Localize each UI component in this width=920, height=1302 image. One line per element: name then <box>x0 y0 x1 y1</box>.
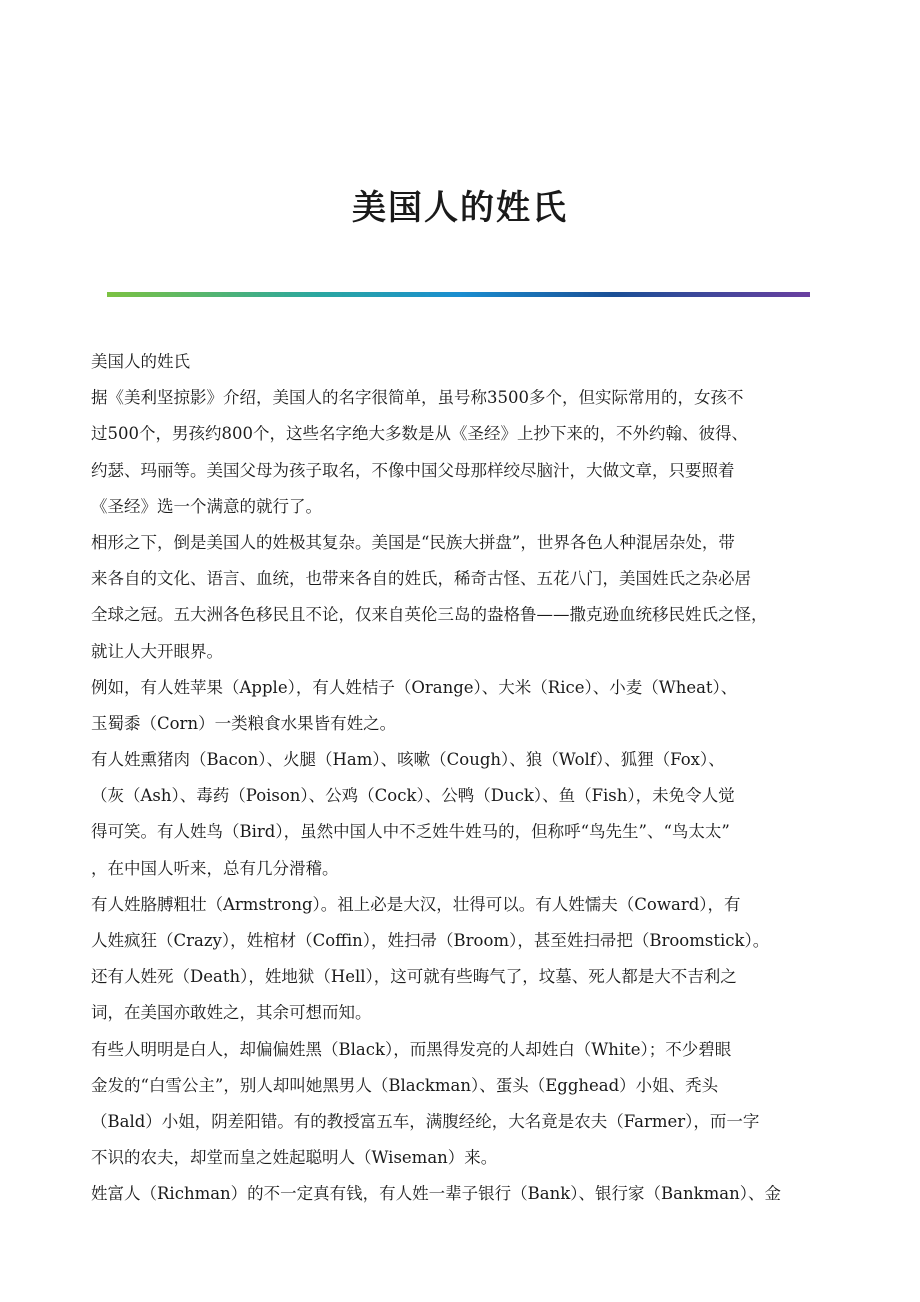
paragraph-line: （Bald）小姐，阴差阳错。有的教授富五车，满腹经纶，大名竟是农夫（Farmer），而一字 <box>91 1111 760 1131</box>
paragraph-line: 《圣经》选一个满意的就行了。 <box>91 496 322 516</box>
paragraph-line: 过500个，男孩约800个，这些名字绝大多数是从《圣经》上抄下来的，不外约翰、彼得、 <box>91 424 748 444</box>
paragraph-line: 来各自的文化、语言、血统，也带来各自的姓氏，稀奇古怪、五花八门，美国姓氏之杂必居 <box>91 569 751 589</box>
paragraph-line: 人姓疯狂（Crazy），姓棺材（Coffin），姓扫帚（Broom），甚至姓扫帚把（Broomstick）。 <box>91 931 770 950</box>
paragraph-line: 全球之冠。五大洲各色移民且不论，仅来自英伦三岛的盎格鲁——撒克逊血统移民姓氏之怪， <box>91 605 768 625</box>
article-heading: 美国人的姓氏 <box>91 352 190 371</box>
paragraph-line: 玉蜀黍（Corn）一类粮食水果皆有姓之。 <box>91 713 397 733</box>
paragraph-line: 不识的农夫，却堂而皇之姓起聪明人（Wiseman）来。 <box>91 1148 498 1168</box>
paragraph-line: 金发的“白雪公主”，别人却叫她黑男人（Blackman）、蛋头（Egghead）小姐、秃头 <box>91 1075 719 1095</box>
paragraph-line: 就让人大开眼界。 <box>91 641 223 661</box>
paragraph-line: 得可笑。有人姓鸟（Bird），虽然中国人中不乏姓牛姓马的，但称呼“鸟先生”、“鸟太太” <box>91 822 730 842</box>
paragraph-line: 有人姓胳膊粗壮（Armstrong）。祖上必是大汉，壮得可以。有人姓懦夫（Coward），有 <box>91 894 741 914</box>
paragraph-line: （灰（Ash）、毒药（Poison）、公鸡（Cock）、公鸭（Duck）、鱼（Fish），未免令人觉 <box>91 786 735 806</box>
paragraph-line: 还有人姓死（Death），姓地狱（Hell），这可就有些晦气了，坟墓、死人都是大不吉利之 <box>91 967 737 987</box>
paragraph-line: 约瑟、玛丽等。美国父母为孩子取名，不像中国父母那样绞尽脑汁，大做文章，只要照着 <box>91 460 735 480</box>
paragraph-line: 例如，有人姓苹果（Apple），有人姓桔子（Orange）、大米（Rice）、小麦（Wheat）、 <box>91 677 738 697</box>
page-title: 美国人的姓氏 <box>352 188 568 228</box>
paragraph-line: 相形之下，倒是美国人的姓极其复杂。美国是“民族大拼盘”，世界各色人种混居杂处，带 <box>91 532 735 552</box>
paragraph-line: 有人姓熏猪肉（Bacon）、火腿（Ham）、咳嗽（Cough）、狼（Wolf）、狐狸（Fox）、 <box>91 750 725 770</box>
paragraph-line: 据《美利坚掠影》介绍，美国人的名字很简单，虽号称3500多个，但实际常用的，女孩不 <box>91 388 744 408</box>
paragraph-line: 有些人明明是白人，却偏偏姓黑（Black），而黑得发亮的人却姓白（White）；不少碧眼 <box>91 1039 732 1059</box>
title-divider <box>107 292 810 297</box>
article-body <box>91 344 846 1213</box>
paragraph-line: 姓富人（Richman）的不一定真有钱，有人姓一辈子银行（Bank）、银行家（Bankman）、金 <box>91 1184 781 1204</box>
paragraph-line: ，在中国人听来，总有几分滑稽。 <box>91 858 339 878</box>
paragraph-line: 词，在美国亦敢姓之，其余可想而知。 <box>91 1003 372 1023</box>
